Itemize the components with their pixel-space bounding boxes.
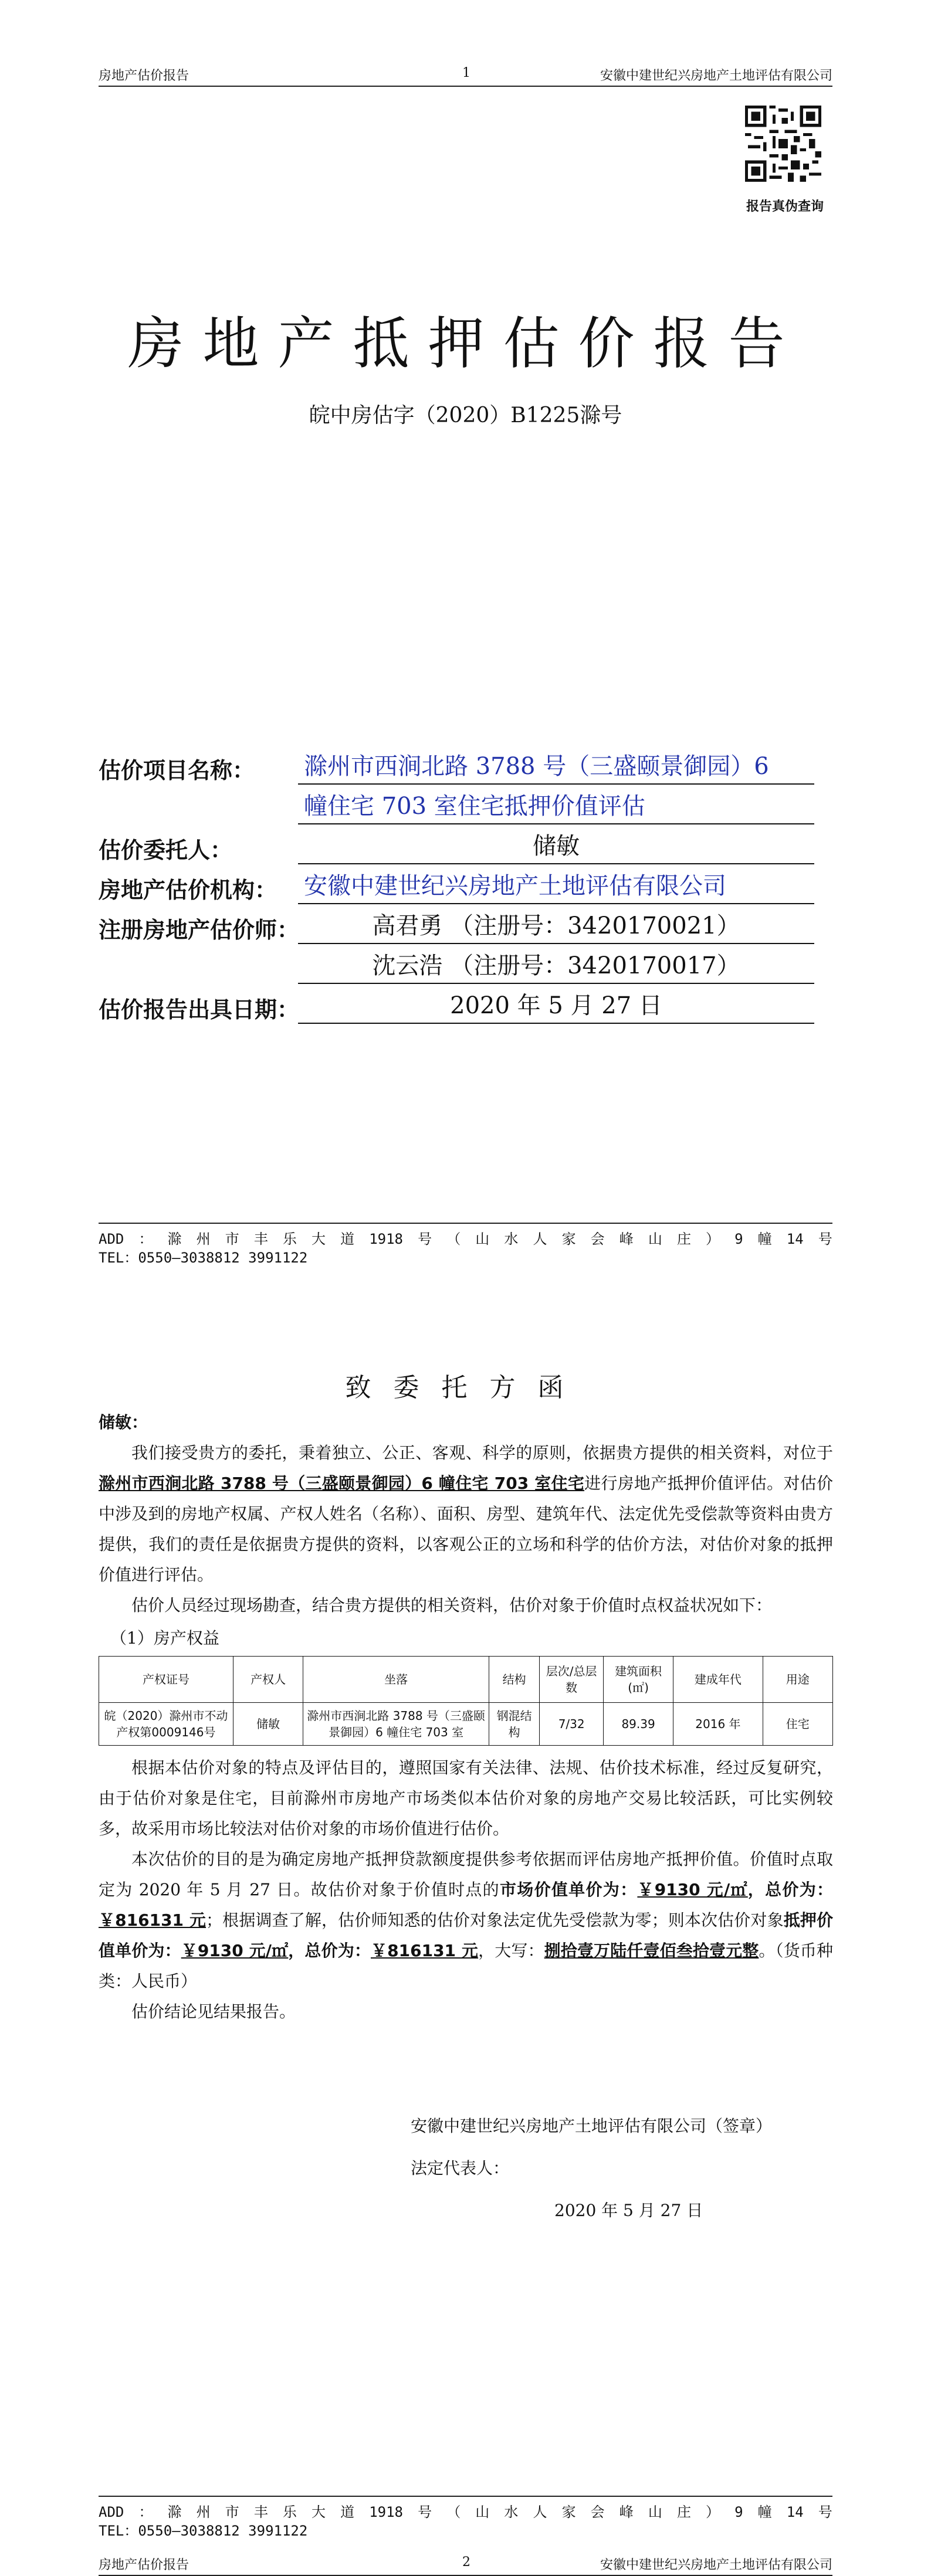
field-value: 滁州市西涧北路 3788 号（三盛颐景御园）6: [298, 748, 814, 785]
market-unit-price: ￥9130 元/㎡: [637, 1880, 748, 1899]
header-left: 房地产估价报告: [99, 2558, 189, 2572]
addr-part: ：: [138, 1231, 153, 1247]
table-header-row: [99, 1657, 833, 1703]
addr-part: （: [446, 2504, 461, 2520]
footer-tel: TEL：0550—3038812 3991122: [99, 2523, 308, 2539]
addr-part: 幢: [757, 1231, 772, 1247]
field-value: 储敏: [298, 827, 814, 864]
paragraph-1: [99, 1438, 833, 1590]
col-header: 建成年代: [673, 1657, 763, 1703]
cell: 7/32: [540, 1703, 603, 1746]
addr-part: 峰: [619, 1231, 634, 1247]
addr-part: 庄: [676, 2504, 691, 2520]
addr-part: 山: [475, 1231, 490, 1247]
addr-part: ADD: [99, 2504, 124, 2520]
text: ；根据调查了解，估价师知悉的估价对象法定优先受偿款为零；则本次估价对象: [206, 1910, 784, 1930]
footer-address: [99, 2503, 832, 2521]
col-header: 建筑面积(㎡): [603, 1657, 673, 1703]
property-rights-table: [99, 1656, 833, 1746]
section-subtitle: （1）房产权益: [110, 1628, 219, 1648]
letter-body: [99, 1407, 833, 2027]
col-header: 结构: [489, 1657, 540, 1703]
field-label: 房地产估价机构：: [99, 877, 277, 903]
amount-in-words: 捌拾壹万陆仟壹佰叁拾壹元整: [544, 1941, 759, 1960]
col-header: 产权证号: [99, 1657, 233, 1703]
cell: 89.39: [603, 1703, 673, 1746]
addr-part: 9: [734, 1231, 743, 1247]
addr-part: 人: [533, 2504, 547, 2520]
text: ，大写：: [478, 1941, 544, 1960]
addr-part: 峰: [619, 2504, 634, 2520]
addr-part: 大: [312, 1231, 326, 1247]
addr-part: 乐: [282, 1231, 297, 1247]
page-number: 2: [462, 2555, 470, 2570]
addr-part: 山: [648, 2504, 662, 2520]
addr-part: 号: [818, 2504, 832, 2520]
report-title: 房地产抵押估价报告: [127, 311, 804, 376]
total-label: ，总价为：: [288, 1941, 371, 1960]
addr-part: ）: [706, 2504, 720, 2520]
report-number: 皖中房估字（2020）B1225滁号: [309, 403, 622, 427]
market-price-label: 市场价值单价为：: [499, 1880, 638, 1899]
page-header: [99, 2555, 832, 2576]
addr-part: 滁: [167, 1231, 182, 1247]
sign-company: 安徽中建世纪兴房地产土地评估有限公司（签章）: [411, 2116, 773, 2136]
sign-date: 2020 年 5 月 27 日: [554, 2201, 703, 2220]
addr-part: 9: [734, 2504, 743, 2520]
footer-tel: TEL：0550—3038812 3991122: [99, 1250, 308, 1266]
addr-part: 滁: [167, 2504, 182, 2520]
cell: 储敏: [233, 1703, 303, 1746]
addr-part: 水: [504, 1231, 519, 1247]
field-agency: [99, 864, 814, 904]
page-footer: [99, 1223, 832, 1267]
addr-part: （: [446, 1231, 461, 1247]
field-project: [99, 745, 814, 785]
addr-part: 乐: [282, 2504, 297, 2520]
footer-address: [99, 1230, 832, 1248]
field-label: 注册房地产估价师：: [99, 917, 300, 943]
cell: 钢混结构: [489, 1703, 540, 1746]
addr-part: 14: [786, 1231, 804, 1247]
page-number: 1: [462, 66, 470, 80]
addr-part: 庄: [676, 1231, 691, 1247]
mortgage-unit-price: ￥9130 元/㎡: [181, 1941, 289, 1960]
field-client: [99, 824, 814, 864]
addr-part: 州: [196, 1231, 211, 1247]
signature-block: [411, 2105, 772, 2232]
addr-part: 市: [225, 2504, 239, 2520]
field-value: 2020 年 5 月 27 日: [298, 987, 814, 1024]
mortgage-total-price: ￥816131 元: [371, 1941, 479, 1960]
addr-part: 号: [818, 1231, 832, 1247]
addr-part: 号: [418, 2504, 432, 2520]
col-header: 用途: [763, 1657, 832, 1703]
paragraph-2: 估价人员经过现场勘查，结合贵方提供的相关资料，估价对象于价值时点权益状况如下：: [131, 1596, 773, 1615]
header-left: 房地产估价报告: [99, 69, 189, 83]
addr-part: 水: [504, 2504, 519, 2520]
cell: 住宅: [763, 1703, 832, 1746]
paragraph-3: 根据本估价对象的特点及评估目的，遵照国家有关法律、法规、估价技术标准，经过反复研究，由于估价对象是住宅，目前滁州市房地产市场类似本估价对象的房地产交易比较活跃，可比实例较多，故采用市场比较法对估价对象的市场价值进行估价。: [99, 1758, 833, 1838]
addr-part: 1918: [369, 1231, 403, 1247]
addr-part: ：: [138, 2504, 153, 2520]
field-date: [99, 984, 814, 1024]
text: 进行房地产抵押价值评估。对估价中涉及到的房地产权属、产权人姓名（名称）、面积、房型、建筑年代、法定优先受偿款等资料由贵方提供，我们的责任是依据贵方提供的资料，以客观公正的立场和科学的估价方法，对估价对象的抵押价值进行评估。: [99, 1474, 833, 1584]
addr-part: 号: [418, 1231, 432, 1247]
page-cover: [0, 0, 931, 1273]
field-value: 沈云浩 （注册号：3420170017）: [298, 947, 814, 984]
letter-addressee: 储敏：: [99, 1413, 148, 1432]
field-value: 高君勇 （注册号：3420170021）: [298, 907, 814, 944]
addr-part: 1918: [369, 2504, 403, 2520]
mortgage-price-label: 抵押价值单价为：: [99, 1910, 833, 1960]
market-total-price: ￥816131 元: [99, 1910, 206, 1930]
field-label: 估价项目名称：: [99, 758, 255, 783]
cell: 皖（2020）滁州市不动产权第0009146号: [99, 1703, 233, 1746]
cell: 2016 年: [673, 1703, 763, 1746]
paragraph-4: [99, 1844, 833, 1997]
qr-code-icon[interactable]: [745, 106, 821, 182]
addr-part: 州: [196, 2504, 211, 2520]
field-label: 估价报告出具日期：: [99, 997, 300, 1023]
addr-part: 市: [225, 1231, 239, 1247]
property-address: 滁州市西涧北路 3788 号（三盛颐景御园）6 幢住宅 703 室住宅: [99, 1474, 585, 1493]
letter-title: 致委托方函: [345, 1373, 586, 1403]
addr-part: 山: [475, 2504, 490, 2520]
addr-part: 家: [561, 2504, 576, 2520]
field-value: 幢住宅 703 室住宅抵押价值评估: [298, 788, 814, 824]
addr-part: 丰: [253, 2504, 268, 2520]
sign-representative: 法定代表人：: [411, 2158, 510, 2178]
addr-part: 道: [340, 1231, 355, 1247]
addr-part: 人: [533, 1231, 547, 1247]
addr-part: 会: [590, 2504, 605, 2520]
field-appraiser-2: [99, 944, 814, 984]
col-header: 产权人: [233, 1657, 303, 1703]
cover-info: [99, 745, 814, 1024]
header-right: 安徽中建世纪兴房地产土地评估有限公司: [600, 69, 832, 83]
text: 。（货币种类：人民币）: [99, 1941, 833, 1991]
page-footer: [99, 2496, 832, 2540]
field-value: 安徽中建世纪兴房地产土地评估有限公司: [298, 867, 814, 904]
text: 本次估价的目的是为确定房地产抵押贷款额度提供参考依据而评估房地产抵押价值。价值时点取定为 2020 年 5 月 27 日。故估价对象于价值时点的: [99, 1849, 833, 1899]
addr-part: 家: [561, 1231, 576, 1247]
col-header: 层次/总层数: [540, 1657, 603, 1703]
addr-part: 幢: [757, 2504, 772, 2520]
addr-part: 14: [786, 2504, 804, 2520]
addr-part: ）: [706, 1231, 720, 1247]
addr-part: 道: [340, 2504, 355, 2520]
cell: 滁州市西涧北路 3788 号（三盛颐景御园）6 幢住宅 703 室: [303, 1703, 489, 1746]
field-appraiser-1: [99, 904, 814, 944]
addr-part: 会: [590, 1231, 605, 1247]
col-header: 坐落: [303, 1657, 489, 1703]
text: 我们接受贵方的委托，秉着独立、公正、客观、科学的原则，依据贵方提供的相关资料，对位于: [131, 1443, 833, 1462]
qr-caption: 报告真伪查询: [746, 199, 824, 214]
addr-part: 丰: [253, 1231, 268, 1247]
field-project-cont: [99, 785, 814, 824]
field-label: 估价委托人：: [99, 837, 233, 863]
addr-part: ADD: [99, 1231, 124, 1247]
addr-part: 大: [312, 2504, 326, 2520]
table-row: [99, 1703, 833, 1746]
total-label: ，总价为：: [747, 1880, 833, 1899]
header-right: 安徽中建世纪兴房地产土地评估有限公司: [600, 2558, 832, 2572]
page-header: [99, 66, 832, 87]
addr-part: 山: [648, 1231, 662, 1247]
paragraph-5: 估价结论见结果报告。: [131, 2002, 296, 2021]
